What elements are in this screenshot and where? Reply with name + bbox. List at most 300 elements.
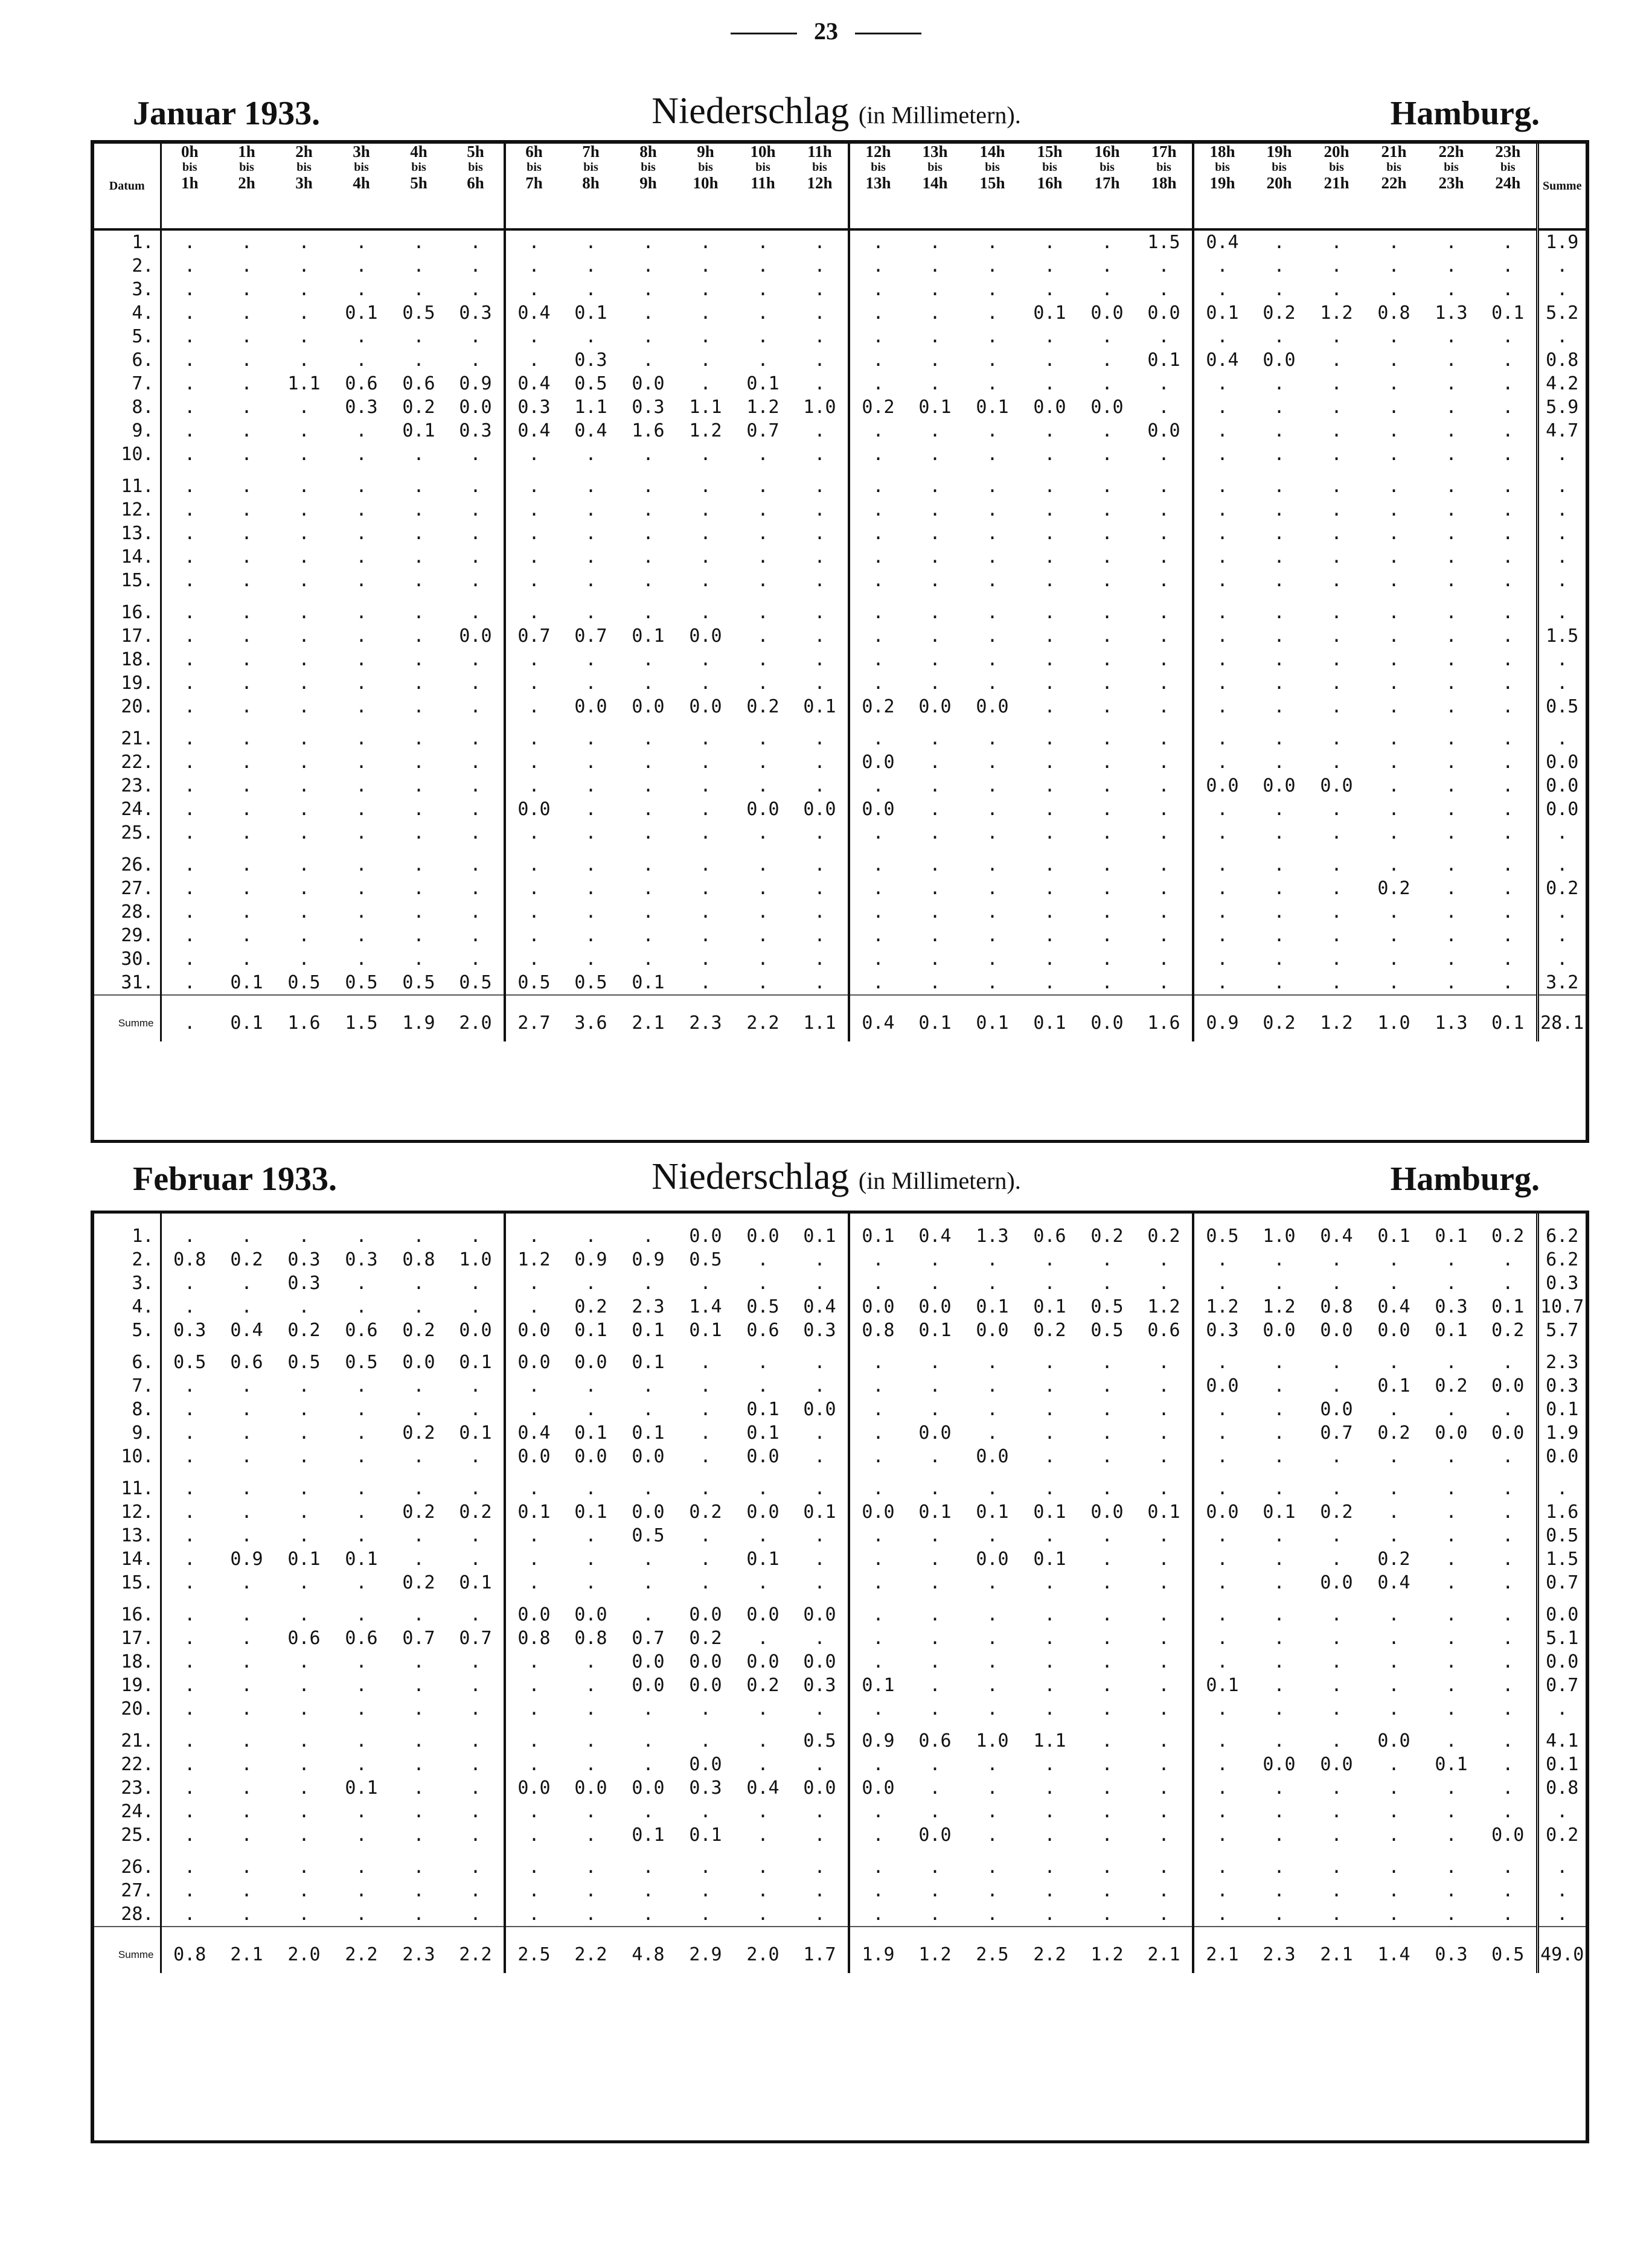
hourly-value: . bbox=[849, 845, 906, 877]
january-title: Januar 1933. bbox=[133, 95, 321, 132]
hourly-value: . bbox=[642, 752, 654, 773]
hourly-value: . bbox=[1388, 925, 1400, 946]
hour-from: 21h bbox=[1381, 144, 1407, 161]
hourly-value: 0.1 bbox=[459, 1422, 492, 1444]
hourly-value: . bbox=[1502, 1352, 1514, 1373]
hourly-value: . bbox=[1044, 878, 1055, 899]
hourly-total: 1.5 bbox=[333, 995, 390, 1041]
hourly-value: . bbox=[413, 948, 424, 970]
hourly-value: . bbox=[505, 1524, 562, 1547]
hourly-value: . bbox=[1446, 728, 1457, 749]
hourly-value: . bbox=[1446, 570, 1457, 591]
hourly-value: . bbox=[700, 499, 711, 520]
hourly-value: . bbox=[298, 1422, 310, 1444]
hourly-value: . bbox=[987, 1273, 998, 1294]
hourly-value: . bbox=[585, 1375, 597, 1396]
table-row bbox=[94, 877, 1586, 900]
hourly-value: 0.0 bbox=[1377, 1730, 1410, 1751]
hourly-value: . bbox=[1273, 1422, 1285, 1444]
hourly-value: . bbox=[585, 728, 597, 749]
hourly-value: . bbox=[1273, 1628, 1285, 1649]
table-row bbox=[94, 1398, 1586, 1421]
hourly-value: . bbox=[1446, 1904, 1457, 1925]
table-row bbox=[94, 1902, 1586, 1927]
hourly-value: . bbox=[757, 499, 769, 520]
hourly-value: . bbox=[298, 752, 310, 773]
hourly-value: 0.1 bbox=[1263, 1502, 1296, 1523]
hourly-value: . bbox=[470, 1525, 481, 1546]
hourly-value: . bbox=[849, 348, 906, 372]
hourly-value: . bbox=[1158, 822, 1170, 843]
hourly-value: . bbox=[1273, 649, 1285, 670]
hourly-value: . bbox=[356, 326, 367, 347]
hourly-value: . bbox=[642, 570, 654, 591]
summe-header: Summe bbox=[1537, 144, 1586, 229]
row-date: 9. bbox=[94, 419, 161, 443]
hourly-value: 0.0 bbox=[849, 798, 906, 821]
hourly-value: . bbox=[413, 255, 424, 277]
hourly-value: . bbox=[1331, 649, 1342, 670]
hourly-value: 0.0 bbox=[689, 1675, 722, 1696]
hourly-value: . bbox=[505, 1800, 562, 1823]
hourly-value: . bbox=[814, 523, 825, 544]
hourly-value: . bbox=[184, 326, 196, 347]
hourly-value: . bbox=[585, 1226, 597, 1247]
hourly-value: . bbox=[470, 1651, 481, 1672]
hourly-value: . bbox=[1044, 570, 1055, 591]
hourly-value: . bbox=[413, 1857, 424, 1878]
hourly-value: . bbox=[470, 1904, 481, 1925]
hourly-value: . bbox=[1331, 1651, 1342, 1672]
hourly-value: . bbox=[1193, 695, 1250, 718]
hourly-value: . bbox=[814, 1375, 825, 1396]
hour-from: 7h bbox=[582, 144, 600, 161]
hourly-value: . bbox=[849, 624, 906, 648]
hourly-value: . bbox=[356, 1675, 367, 1696]
hourly-value: . bbox=[814, 602, 825, 623]
hourly-value: . bbox=[1158, 1525, 1170, 1546]
hourly-value: 0.1 bbox=[459, 1572, 492, 1593]
hourly-value: . bbox=[929, 570, 941, 591]
hourly-total: 2.1 bbox=[1136, 1927, 1193, 1973]
hourly-value: . bbox=[987, 1628, 998, 1649]
daily-sum: 0.0 bbox=[1537, 1595, 1586, 1627]
hourly-value: 0.0 bbox=[1090, 397, 1124, 418]
hourly-value: . bbox=[1331, 1478, 1342, 1499]
hourly-value: 0.6 bbox=[345, 1320, 378, 1341]
hourly-value: . bbox=[987, 326, 998, 347]
hourly-value: . bbox=[356, 602, 367, 623]
hourly-value: . bbox=[1193, 648, 1250, 671]
hourly-value: . bbox=[987, 602, 998, 623]
hourly-value: . bbox=[585, 1857, 597, 1878]
hourly-value: 0.6 bbox=[746, 1320, 780, 1341]
daily-sum: 10.7 bbox=[1537, 1295, 1586, 1319]
hourly-value: . bbox=[1158, 373, 1170, 394]
table-row bbox=[94, 1445, 1586, 1468]
hourly-value: . bbox=[1331, 1375, 1342, 1396]
hourly-value: . bbox=[356, 799, 367, 820]
hourly-value: . bbox=[241, 1754, 252, 1775]
hourly-value: . bbox=[757, 570, 769, 591]
hourly-value: . bbox=[929, 602, 941, 623]
hour-to: 6h bbox=[467, 174, 484, 192]
hourly-value: . bbox=[757, 752, 769, 773]
hourly-value: . bbox=[987, 523, 998, 544]
hour-to: 23h bbox=[1438, 174, 1464, 192]
row-date: 24. bbox=[94, 798, 161, 821]
hourly-value: . bbox=[1388, 1801, 1400, 1822]
hourly-value: . bbox=[814, 901, 825, 923]
hourly-value: . bbox=[1502, 878, 1514, 899]
hourly-total: 2.2 bbox=[333, 1927, 390, 1973]
hourly-value: . bbox=[1044, 1446, 1055, 1467]
hourly-value: . bbox=[700, 523, 711, 544]
hourly-total: 2.9 bbox=[677, 1927, 734, 1973]
table-row bbox=[94, 372, 1586, 395]
hourly-value: . bbox=[241, 523, 252, 544]
hourly-value: 0.5 bbox=[1090, 1296, 1124, 1317]
hourly-value: . bbox=[757, 854, 769, 875]
hourly-value: . bbox=[849, 1902, 906, 1927]
hourly-value: . bbox=[700, 1904, 711, 1925]
hourly-value: . bbox=[184, 1825, 196, 1846]
hourly-value: 0.0 bbox=[918, 1422, 952, 1444]
hourly-value: . bbox=[1158, 948, 1170, 970]
hourly-value: . bbox=[1273, 822, 1285, 843]
table-row bbox=[94, 1468, 1586, 1500]
hour-column-header bbox=[562, 144, 620, 229]
hourly-value: . bbox=[184, 1904, 196, 1925]
hourly-value: . bbox=[700, 799, 711, 820]
hourly-value: 0.1 bbox=[287, 1549, 321, 1570]
hourly-total: 1.9 bbox=[849, 1927, 906, 1973]
daily-sum: . bbox=[1537, 545, 1586, 569]
hourly-value: . bbox=[849, 1398, 906, 1421]
hourly-value: . bbox=[700, 1525, 711, 1546]
hourly-value: . bbox=[849, 1272, 906, 1295]
hourly-value: . bbox=[700, 1857, 711, 1878]
hourly-value: . bbox=[1446, 1446, 1457, 1467]
hourly-value: . bbox=[1101, 570, 1113, 591]
hourly-value: . bbox=[1273, 476, 1285, 497]
hourly-total: 2.1 bbox=[218, 1927, 275, 1973]
hourly-value: . bbox=[1446, 775, 1457, 796]
hourly-value: . bbox=[413, 1273, 424, 1294]
table-row bbox=[94, 821, 1586, 845]
hour-to: 1h bbox=[181, 174, 199, 192]
hourly-value: 0.1 bbox=[746, 1549, 780, 1570]
daily-sum: . bbox=[1537, 325, 1586, 348]
hourly-value: . bbox=[1331, 1249, 1342, 1270]
table-row bbox=[94, 1823, 1586, 1847]
hour-to: 13h bbox=[865, 174, 891, 192]
hourly-value: . bbox=[1446, 752, 1457, 773]
hourly-value: 0.0 bbox=[632, 1502, 665, 1523]
hourly-value: . bbox=[184, 397, 196, 418]
hourly-value: 0.1 bbox=[505, 1500, 562, 1524]
hourly-value: . bbox=[470, 1675, 481, 1696]
hourly-value: . bbox=[987, 649, 998, 670]
hourly-value: 0.2 bbox=[849, 695, 906, 718]
hourly-value: . bbox=[241, 1698, 252, 1719]
hourly-value: 0.2 bbox=[746, 696, 780, 717]
hourly-value: . bbox=[1446, 373, 1457, 394]
hourly-value: . bbox=[987, 444, 998, 465]
hourly-value: . bbox=[929, 279, 941, 300]
hourly-value: . bbox=[1388, 232, 1400, 253]
hourly-value: 0.0 bbox=[632, 1651, 665, 1672]
hourly-value: 0.1 bbox=[574, 302, 607, 324]
hourly-value: . bbox=[184, 649, 196, 670]
hourly-value: . bbox=[1331, 799, 1342, 820]
hourly-value: . bbox=[505, 648, 562, 671]
hourly-value: . bbox=[929, 972, 941, 993]
hourly-value: 0.2 bbox=[574, 1296, 607, 1317]
row-date: 6. bbox=[94, 348, 161, 372]
hourly-value: . bbox=[1193, 1571, 1250, 1595]
hourly-value: . bbox=[184, 1375, 196, 1396]
hourly-value: . bbox=[505, 443, 562, 466]
hourly-value: . bbox=[757, 279, 769, 300]
hourly-value: . bbox=[987, 302, 998, 324]
hourly-value: . bbox=[413, 925, 424, 946]
hourly-value: . bbox=[1158, 972, 1170, 993]
hourly-total: 0.1 bbox=[1021, 995, 1078, 1041]
hourly-value: . bbox=[1158, 1777, 1170, 1799]
hourly-value: . bbox=[241, 499, 252, 520]
hourly-value: . bbox=[505, 522, 562, 545]
hourly-value: . bbox=[1158, 1628, 1170, 1649]
february-title: Februar 1933. bbox=[133, 1160, 338, 1198]
hour-bis: bis bbox=[812, 161, 827, 174]
hourly-value: . bbox=[700, 901, 711, 923]
hourly-value: . bbox=[757, 1249, 769, 1270]
hourly-value: . bbox=[929, 625, 941, 647]
row-date: 6. bbox=[94, 1342, 161, 1374]
hour-bis: bis bbox=[1329, 161, 1344, 174]
hourly-value: . bbox=[1044, 1478, 1055, 1499]
hourly-value: . bbox=[849, 498, 906, 522]
hour-from: 22h bbox=[1438, 144, 1464, 161]
hourly-value: . bbox=[470, 1730, 481, 1751]
hourly-value: . bbox=[184, 1502, 196, 1523]
hourly-value: . bbox=[1193, 1776, 1250, 1800]
hourly-value: . bbox=[814, 373, 825, 394]
hourly-value: . bbox=[1193, 1627, 1250, 1650]
hourly-value: . bbox=[1446, 1730, 1457, 1751]
month-total: 28.1 bbox=[1537, 995, 1586, 1041]
daily-sum: . bbox=[1537, 671, 1586, 695]
hourly-value: . bbox=[987, 1572, 998, 1593]
daily-sum: . bbox=[1537, 821, 1586, 845]
hourly-value: . bbox=[356, 1572, 367, 1593]
hourly-value: . bbox=[929, 1273, 941, 1294]
hourly-value: . bbox=[849, 1468, 906, 1500]
hourly-value: 0.5 bbox=[632, 1525, 665, 1546]
row-date: 5. bbox=[94, 1319, 161, 1342]
hourly-value: . bbox=[987, 854, 998, 875]
hourly-value: . bbox=[987, 1375, 998, 1396]
hourly-total: 3.6 bbox=[562, 995, 620, 1041]
hourly-value: . bbox=[470, 523, 481, 544]
daily-sum: . bbox=[1537, 443, 1586, 466]
hourly-value: . bbox=[814, 1446, 825, 1467]
hourly-value: . bbox=[241, 1422, 252, 1444]
hour-bis: bis bbox=[1100, 161, 1115, 174]
hourly-value: 0.4 bbox=[746, 1777, 780, 1799]
daily-sum: . bbox=[1537, 947, 1586, 971]
hourly-value: . bbox=[1388, 972, 1400, 993]
hourly-value: . bbox=[413, 728, 424, 749]
hour-to: 19h bbox=[1209, 174, 1235, 192]
hourly-value: . bbox=[1101, 1825, 1113, 1846]
hourly-value: . bbox=[356, 1446, 367, 1467]
hourly-value: . bbox=[849, 1627, 906, 1650]
hourly-value: 0.0 bbox=[402, 1352, 435, 1373]
hourly-value: . bbox=[585, 799, 597, 820]
hourly-value: 0.8 bbox=[402, 1249, 435, 1270]
totals-label: Summe bbox=[94, 1927, 161, 1973]
hourly-value: . bbox=[1101, 1352, 1113, 1373]
hourly-value: . bbox=[413, 1825, 424, 1846]
hourly-value: . bbox=[642, 1730, 654, 1751]
hourly-value: . bbox=[184, 302, 196, 324]
hourly-value: . bbox=[929, 1446, 941, 1467]
hourly-value: . bbox=[585, 1572, 597, 1593]
hourly-value: . bbox=[413, 1399, 424, 1420]
hourly-value: . bbox=[470, 752, 481, 773]
row-date: 3. bbox=[94, 1272, 161, 1295]
hourly-value: . bbox=[356, 649, 367, 670]
hourly-value: 0.0 bbox=[1320, 775, 1353, 796]
hourly-value: . bbox=[929, 1399, 941, 1420]
hour-bis: bis bbox=[296, 161, 312, 174]
hourly-value: . bbox=[585, 476, 597, 497]
hourly-value: . bbox=[1502, 350, 1514, 371]
hourly-value: . bbox=[929, 1628, 941, 1649]
hourly-value: . bbox=[241, 1399, 252, 1420]
hourly-value: . bbox=[1446, 232, 1457, 253]
hourly-value: . bbox=[1388, 1857, 1400, 1878]
hourly-value: . bbox=[470, 232, 481, 253]
hourly-value: 0.2 bbox=[287, 1320, 321, 1341]
hourly-value: . bbox=[298, 1880, 310, 1901]
hourly-value: . bbox=[1502, 1698, 1514, 1719]
hourly-value: . bbox=[757, 1825, 769, 1846]
hourly-value: . bbox=[814, 350, 825, 371]
hourly-value: 0.0 bbox=[632, 373, 665, 394]
hourly-value: . bbox=[413, 1730, 424, 1751]
hourly-value: . bbox=[413, 232, 424, 253]
hourly-value: 0.3 bbox=[287, 1273, 321, 1294]
february-station: Hamburg. bbox=[1390, 1160, 1540, 1198]
hourly-value: . bbox=[1446, 799, 1457, 820]
hourly-value: . bbox=[356, 673, 367, 694]
hourly-value: . bbox=[1044, 1604, 1055, 1625]
hourly-value: . bbox=[184, 1801, 196, 1822]
hourly-value: . bbox=[642, 799, 654, 820]
hourly-value: . bbox=[470, 1698, 481, 1719]
hourly-value: . bbox=[849, 325, 906, 348]
hourly-value: . bbox=[814, 326, 825, 347]
hourly-value: . bbox=[1331, 397, 1342, 418]
hourly-value: . bbox=[1044, 279, 1055, 300]
hourly-value: . bbox=[757, 476, 769, 497]
hourly-value: . bbox=[1044, 1399, 1055, 1420]
hourly-value: . bbox=[241, 373, 252, 394]
hourly-value: . bbox=[585, 775, 597, 796]
hourly-value: . bbox=[987, 1698, 998, 1719]
hourly-value: . bbox=[642, 1399, 654, 1420]
hourly-value: . bbox=[1502, 1801, 1514, 1822]
hourly-value: . bbox=[184, 1226, 196, 1247]
hourly-value: 0.0 bbox=[1435, 1422, 1468, 1444]
hourly-value: . bbox=[1158, 1446, 1170, 1467]
hourly-total: 0.5 bbox=[1480, 1927, 1537, 1973]
hourly-value: . bbox=[1331, 350, 1342, 371]
hour-to: 2h bbox=[238, 174, 255, 192]
table-row bbox=[94, 671, 1586, 695]
hourly-value: . bbox=[1101, 728, 1113, 749]
hourly-value: . bbox=[757, 1880, 769, 1901]
hourly-value: . bbox=[413, 1801, 424, 1822]
hourly-value: . bbox=[1158, 1549, 1170, 1570]
hourly-value: . bbox=[1158, 649, 1170, 670]
hourly-value: . bbox=[642, 1226, 654, 1247]
hourly-value: 0.1 bbox=[345, 302, 378, 324]
hourly-value: . bbox=[1273, 1375, 1285, 1396]
hourly-value: . bbox=[1044, 1422, 1055, 1444]
daily-sum: 0.1 bbox=[1537, 1753, 1586, 1776]
hourly-value: . bbox=[1388, 1825, 1400, 1846]
hourly-value: . bbox=[298, 326, 310, 347]
daily-sum: 0.3 bbox=[1537, 1374, 1586, 1398]
hourly-value: . bbox=[505, 1847, 562, 1879]
hourly-value: . bbox=[356, 499, 367, 520]
hourly-value: 0.1 bbox=[574, 1320, 607, 1341]
hourly-value: . bbox=[700, 925, 711, 946]
table-row bbox=[94, 1214, 1586, 1248]
hourly-value: . bbox=[700, 1399, 711, 1420]
hourly-value: . bbox=[413, 1675, 424, 1696]
hourly-value: . bbox=[987, 625, 998, 647]
hourly-value: . bbox=[241, 420, 252, 441]
hourly-value: . bbox=[757, 602, 769, 623]
hourly-value: 0.0 bbox=[1193, 774, 1250, 798]
hourly-value: . bbox=[1388, 1628, 1400, 1649]
hourly-value: 0.2 bbox=[402, 397, 435, 418]
hourly-value: 0.0 bbox=[505, 1776, 562, 1800]
hourly-value: . bbox=[241, 649, 252, 670]
hourly-value: . bbox=[470, 350, 481, 371]
hour-from: 16h bbox=[1094, 144, 1120, 161]
hourly-value: 1.6 bbox=[632, 420, 665, 441]
hourly-value: . bbox=[1388, 1754, 1400, 1775]
hourly-value: . bbox=[757, 948, 769, 970]
hourly-value: 0.0 bbox=[574, 1446, 607, 1467]
hourly-value: . bbox=[1331, 499, 1342, 520]
hourly-value: . bbox=[356, 350, 367, 371]
hourly-value: . bbox=[1331, 822, 1342, 843]
hourly-value: . bbox=[1044, 673, 1055, 694]
hourly-value: . bbox=[1273, 1446, 1285, 1467]
hourly-value: . bbox=[1388, 420, 1400, 441]
table-row bbox=[94, 1800, 1586, 1823]
hourly-value: . bbox=[1101, 1273, 1113, 1294]
hourly-value: . bbox=[241, 279, 252, 300]
hourly-value: . bbox=[757, 925, 769, 946]
